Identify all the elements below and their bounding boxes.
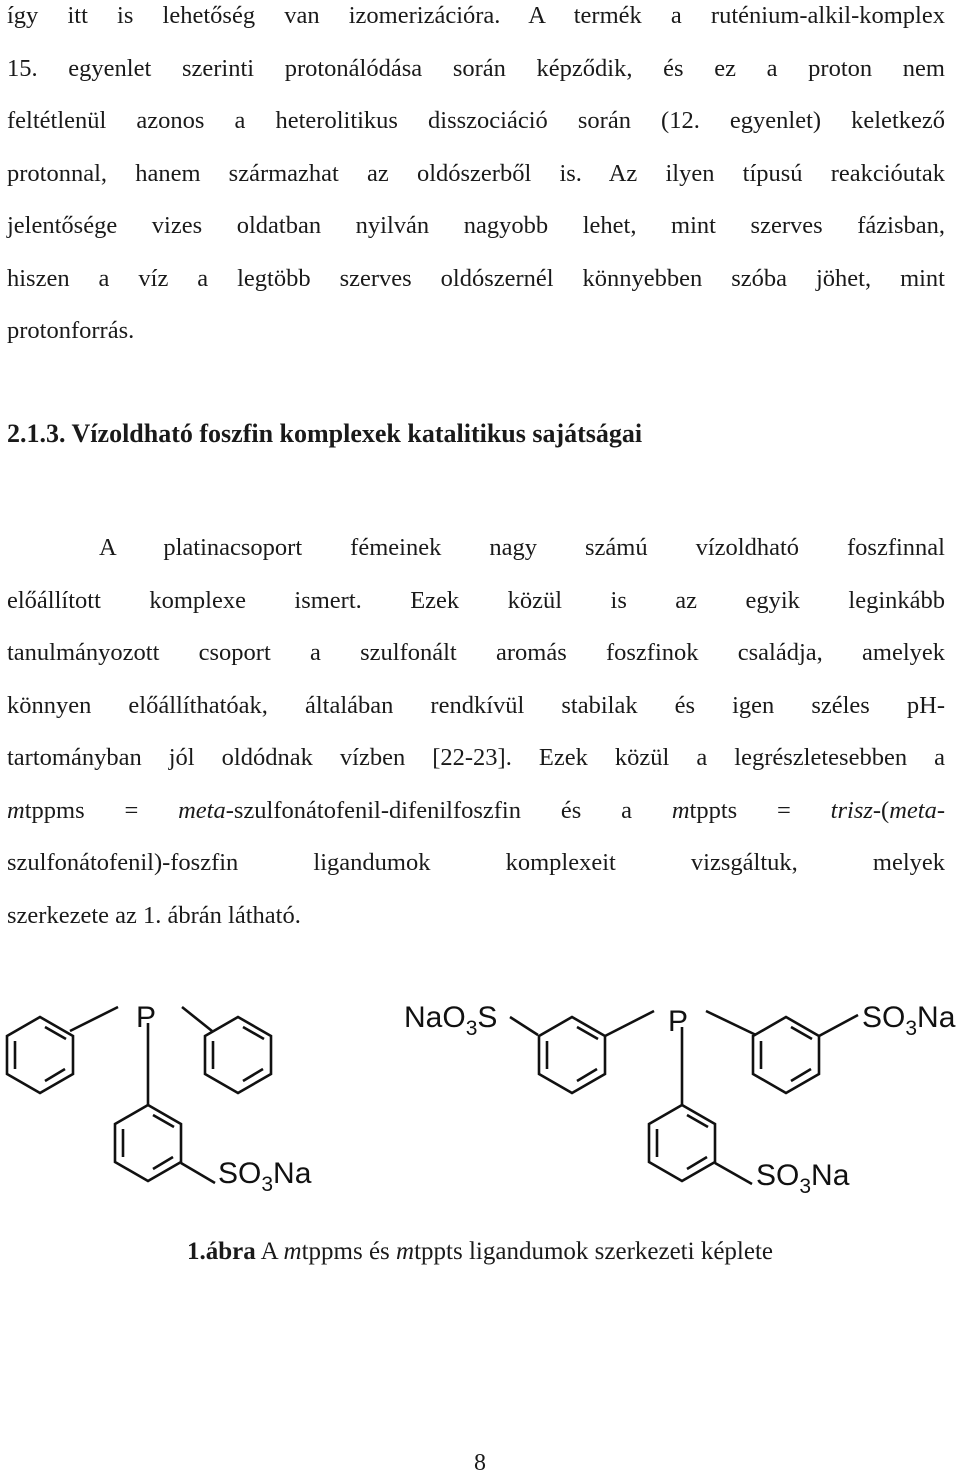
so3na-label: $SO_3Na$ (218, 1157, 312, 1196)
figure-ligand-structures (0, 985, 960, 1210)
text-line: jelentősége vizes oldatban nyilván nagyobb lehet, mint szerves fázisban, (7, 212, 945, 239)
sulfonatophenyl-ring-left (539, 1017, 605, 1093)
text-line: protonnal, hanem származhat az oldószerből is. Az ilyen típusú reakcióutak (7, 159, 945, 187)
phenyl-ring-left (7, 1017, 73, 1093)
phosphorus-label: P (136, 1001, 157, 1034)
text-line: így itt is lehetőség van izomerizációra. A termék a ruténium-alkil-komplex (7, 2, 945, 29)
bond-p-ring-left (605, 1011, 654, 1036)
text-line: protonforrás. (7, 317, 135, 344)
text-line: szulfonátofenil)-foszfin ligandumok komplexeit vizsgáltuk, melyek (7, 849, 945, 876)
section-heading: 2.1.3. Vízoldható foszfin komplexek katalitikus sajátságai (7, 419, 643, 448)
page-number: 8 (474, 1450, 486, 1476)
text-line: tanulmányozott csoport a szulfonált aromás foszfinok családja, amelyek (7, 639, 945, 666)
so3na-label-top: $SO_3Na$ (862, 1001, 956, 1040)
bond-ring-so3na-top (819, 1015, 858, 1036)
text-line: szerkezete az 1. ábrán látható. (7, 901, 301, 929)
text-line: hiszen a víz a legtöbb szerves oldószernél könnyebben szóba jöhet, mint (7, 264, 945, 292)
paragraph-reaction-pathways (7, 0, 945, 358)
bond-ring-naos (510, 1017, 538, 1035)
mtppms-structure (7, 1001, 312, 1196)
text-line: tartományban jól oldódnak vízben [22-23]. Ezek közül a legrészletesebben a (7, 744, 945, 771)
bond-p-phenyl-left (70, 1007, 118, 1031)
sulfonatophenyl-ring (115, 1105, 181, 1181)
text-line: feltétlenül azonos a heterolitikus disszociáció során (12. egyenlet) keletkező (7, 107, 945, 134)
phenyl-ring-right (205, 1017, 271, 1093)
text-line: könnyen előállíthatóak, általában rendkívül stabilak és igen széles pH- (7, 691, 945, 719)
figure-caption: 1.ábra A mtppms és mtppts ligandumok szerkezeti képlete (186, 1238, 774, 1265)
text-line-ligand-definitions: mtppms = meta-szulfonátofenil-difenilfoszfin és a mtppts = trisz-(meta- (7, 796, 946, 824)
bond-ring-so3na-bottom (715, 1163, 752, 1184)
bond-ring-so3na (181, 1163, 215, 1183)
text-line: A platinacsoport fémeinek nagy számú vízoldható foszfinnal (99, 534, 945, 561)
text-line: 15. egyenlet szerinti protonálódása során képződik, és ez a proton nem (7, 54, 945, 82)
sulfonatophenyl-ring-right (753, 1017, 819, 1093)
mtppts-structure (404, 1001, 956, 1198)
bond-p-ring-right (706, 1011, 756, 1035)
text-line: előállított komplexe ismert. Ezek közül is az egyik leginkább (7, 586, 945, 614)
bond-p-phenyl-right (182, 1007, 212, 1031)
so3na-label-bottom: $SO_3Na$ (756, 1159, 850, 1198)
phosphorus-label: P (668, 1005, 689, 1038)
sulfonatophenyl-ring-bottom (649, 1105, 715, 1181)
paragraph-sulfonated-phosphines (7, 522, 945, 942)
naos-label: NaO$_3$S (404, 1001, 498, 1040)
